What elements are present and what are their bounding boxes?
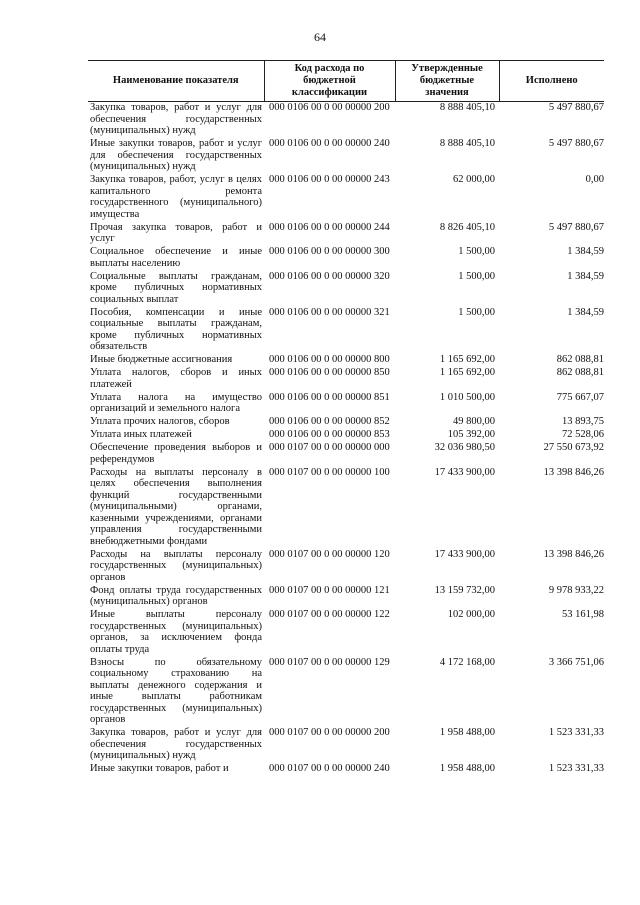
budget-execution-table — [88, 60, 604, 776]
table-row — [88, 467, 604, 549]
row-approved: 102 000,00 — [447, 609, 495, 620]
table-row — [88, 609, 604, 657]
row-executed: 862 088,81 — [556, 367, 604, 378]
row-approved: 1 500,00 — [458, 306, 495, 318]
row-name: Пособия, компенсации и иные социальные выплаты гражданам, кроме публичных нормативных обязательств — [90, 306, 262, 352]
row-executed: 27 550 673,92 — [543, 442, 604, 453]
row-code: 000 0107 00 0 00 00000 200 — [269, 727, 390, 738]
row-approved: 13 159 732,00 — [434, 584, 495, 596]
table-row — [88, 102, 604, 139]
row-code: 000 0106 00 0 00 00000 300 — [269, 246, 390, 257]
row-name: Обеспечение проведения выборов и референдумов — [90, 442, 262, 465]
row-approved: 1 500,00 — [458, 246, 495, 257]
row-approved: 8 826 405,10 — [439, 221, 495, 233]
row-code: 000 0106 00 0 00 00000 321 — [269, 306, 390, 318]
row-executed: 3 366 751,06 — [548, 656, 604, 668]
header-approved: Утвержденные бюджетные значения — [395, 61, 499, 102]
row-executed: 13 398 846,26 — [543, 548, 604, 560]
table-row — [88, 354, 604, 367]
row-approved: 8 888 405,10 — [439, 102, 495, 113]
row-name: Закупка товаров, работ, услуг в целях капитального ремонта государственного (муниципального) имущества — [90, 174, 262, 220]
table-row — [88, 307, 604, 355]
table-row — [88, 271, 604, 307]
row-code: 000 0107 00 0 00 00000 000 — [269, 442, 390, 453]
row-executed: 1 384,59 — [567, 270, 604, 282]
table-row — [88, 174, 604, 222]
table-row — [88, 442, 604, 467]
row-name: Социальные выплаты гражданам, кроме публичных нормативных социальных выплат — [90, 270, 262, 305]
row-executed: 775 667,07 — [556, 391, 604, 403]
row-executed: 53 161,98 — [562, 609, 604, 620]
row-executed: 9 978 933,22 — [548, 584, 604, 596]
row-approved: 49 800,00 — [453, 416, 495, 427]
row-name: Уплата налогов, сборов и иных платежей — [90, 367, 262, 390]
row-code: 000 0106 00 0 00 00000 850 — [269, 367, 390, 378]
row-code: 000 0106 00 0 00 00000 320 — [269, 270, 390, 282]
row-name: Иные выплаты персоналу государственных (муниципальных) органов, за исключением фонда оплаты труда — [90, 609, 262, 655]
header-executed: Исполнено — [499, 61, 604, 102]
row-code: 000 0106 00 0 00 00000 243 — [269, 174, 390, 185]
header-code: Код расхода по бюджетной классификации — [264, 61, 395, 102]
row-executed: 862 088,81 — [556, 354, 604, 365]
row-approved: 1 500,00 — [458, 270, 495, 282]
row-executed: 13 398 846,26 — [543, 466, 604, 478]
row-approved: 17 433 900,00 — [434, 548, 495, 560]
row-approved: 1 165 692,00 — [439, 354, 495, 365]
row-name: Иные бюджетные ассигнования — [90, 354, 233, 365]
row-executed: 72 528,06 — [562, 429, 604, 440]
table-row — [88, 657, 604, 728]
row-code: 000 0107 00 0 00 00000 122 — [269, 609, 390, 620]
row-executed: 1 523 331,33 — [548, 727, 604, 738]
row-executed: 1 523 331,33 — [548, 763, 604, 774]
row-code: 000 0106 00 0 00 00000 200 — [269, 102, 390, 113]
row-name: Закупка товаров, работ и услуг для обеспечения государственных (муниципальных) нужд — [90, 102, 262, 136]
table-row — [88, 416, 604, 429]
row-name: Уплата прочих налогов, сборов — [90, 416, 230, 427]
table-row — [88, 429, 604, 442]
row-name: Закупка товаров, работ и услуг для обеспечения государственных (муниципальных) нужд — [90, 727, 262, 761]
row-name: Прочая закупка товаров, работ и услуг — [90, 221, 262, 244]
table-row — [88, 392, 604, 417]
row-executed: 5 497 880,67 — [548, 138, 604, 149]
table-body — [88, 102, 604, 777]
row-approved: 62 000,00 — [453, 174, 495, 185]
row-code: 000 0107 00 0 00 00000 120 — [269, 548, 390, 560]
row-approved: 32 036 980,50 — [434, 442, 495, 453]
row-code: 000 0107 00 0 00 00000 240 — [269, 763, 390, 774]
row-code: 000 0106 00 0 00 00000 851 — [269, 391, 390, 403]
row-executed: 5 497 880,67 — [548, 102, 604, 113]
table-row — [88, 222, 604, 247]
table-row — [88, 246, 604, 271]
budget-table-container — [88, 60, 604, 776]
row-executed: 1 384,59 — [567, 246, 604, 257]
row-code: 000 0106 00 0 00 00000 853 — [269, 429, 390, 440]
header-name: Наименование показателя — [88, 61, 264, 102]
row-name: Социальное обеспечение и иные выплаты населению — [90, 246, 262, 269]
row-approved: 8 888 405,10 — [439, 138, 495, 149]
table-row — [88, 585, 604, 610]
table-row — [88, 367, 604, 392]
row-code: 000 0106 00 0 00 00000 852 — [269, 416, 390, 427]
row-name: Уплата иных платежей — [90, 429, 192, 440]
table-row — [88, 138, 604, 174]
page-number: 64 — [314, 30, 326, 44]
row-name: Иные закупки товаров, работ и услуг для обеспечения государственных (муниципальных) нужд — [90, 138, 262, 172]
row-name: Иные закупки товаров, работ и — [90, 763, 229, 774]
row-executed: 1 384,59 — [567, 306, 604, 318]
row-name: Расходы на выплаты персоналу государственных (муниципальных) органов — [90, 548, 262, 583]
row-approved: 1 958 488,00 — [439, 727, 495, 738]
row-name: Фонд оплаты труда государственных (муниципальных) органов — [90, 584, 262, 607]
row-approved: 1 010 500,00 — [439, 391, 495, 403]
row-code: 000 0107 00 0 00 00000 100 — [269, 466, 390, 478]
table-row — [88, 763, 604, 776]
table-header-row — [88, 61, 604, 102]
table-row — [88, 549, 604, 585]
row-executed: 5 497 880,67 — [548, 221, 604, 233]
row-executed: 0,00 — [585, 174, 604, 185]
table-row — [88, 727, 604, 763]
row-approved: 17 433 900,00 — [434, 466, 495, 478]
row-code: 000 0106 00 0 00 00000 244 — [269, 221, 390, 233]
row-executed: 13 893,75 — [562, 416, 604, 427]
row-name: Взносы по обязательному социальному страхованию на выплаты денежного содержания и иные выплаты работникам государственных (муниципальных) органов — [90, 656, 262, 725]
row-approved: 105 392,00 — [447, 429, 495, 440]
row-code: 000 0106 00 0 00 00000 800 — [269, 354, 390, 365]
row-approved: 1 165 692,00 — [439, 367, 495, 378]
row-approved: 4 172 168,00 — [439, 656, 495, 668]
row-code: 000 0107 00 0 00 00000 121 — [269, 584, 390, 596]
row-code: 000 0107 00 0 00 00000 129 — [269, 656, 390, 668]
row-code: 000 0106 00 0 00 00000 240 — [269, 138, 390, 149]
row-name: Уплата налога на имущество организаций и земельного налога — [90, 391, 262, 414]
row-name: Расходы на выплаты персоналу в целях обеспечения выполнения функций государственными (муниципальными) органами, казенными учреждениями, органами управления государственными внебюджетными фондами — [90, 466, 262, 547]
row-approved: 1 958 488,00 — [439, 763, 495, 774]
